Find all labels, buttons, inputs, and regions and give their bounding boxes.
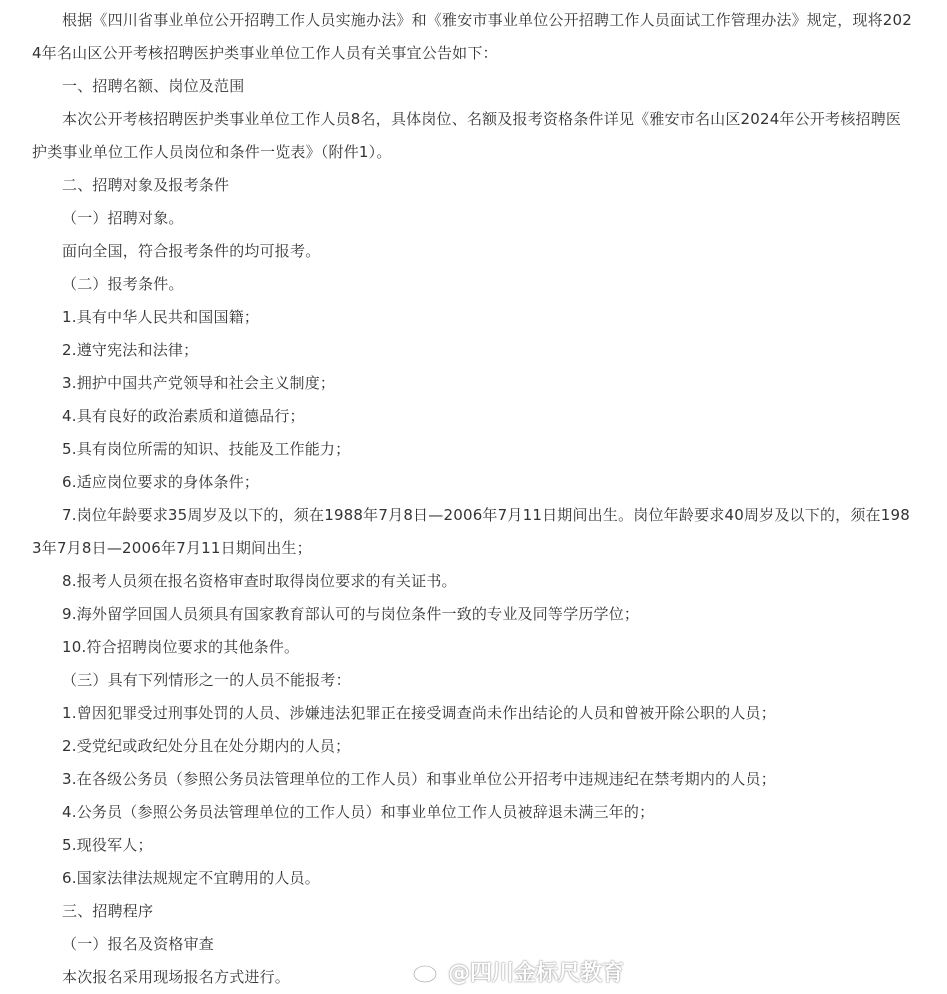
condition-item-7: 7.岗位年龄要求35周岁及以下的，须在1988年7月8日—2006年7月11日期间出生。岗位年龄要求40周岁及以下的，须在1983年7月8日—2006年7月11日期间出生； (32, 506, 910, 557)
section-heading-3: 三、招聘程序 (62, 902, 154, 920)
condition-item-3: 3.拥护中国共产党领导和社会主义制度； (62, 374, 336, 392)
exclusion-item-2: 2.受党纪或政纪处分且在处分期内的人员； (62, 737, 351, 755)
section-heading-1: 一、招聘名额、岗位及范围 (62, 77, 245, 95)
exclusion-item-1: 1.曾因犯罪受过刑事处罚的人员、涉嫌违法犯罪正在接受调查尚未作出结论的人员和曾被开除公职的人员； (62, 704, 776, 722)
paragraph-registration: 本次报名采用现场报名方式进行。 (62, 968, 291, 986)
condition-item-10: 10.符合招聘岗位要求的其他条件。 (62, 638, 300, 656)
section-heading-2: 二、招聘对象及报考条件 (62, 176, 230, 194)
exclusion-item-3: 3.在各级公务员（参照公务员法管理单位的工作人员）和事业单位公开招考中违规违纪在禁考期内的人员； (62, 770, 776, 788)
condition-item-4: 4.具有良好的政治素质和道德品行； (62, 407, 305, 425)
condition-item-1: 1.具有中华人民共和国国籍； (62, 308, 260, 326)
exclusion-item-4: 4.公务员（参照公务员法管理单位的工作人员）和事业单位工作人员被辞退未满三年的； (62, 803, 655, 821)
paragraph-intro: 根据《四川省事业单位公开招聘工作人员实施办法》和《雅安市事业单位公开招聘工作人员面试工作管理办法》规定，现将2024年名山区公开考核招聘医护类事业单位工作人员有关事宜公告如下： (32, 11, 913, 62)
paragraph-target: 面向全国，符合报考条件的均可报考。 (62, 242, 321, 260)
subheading-exclusions: （三）具有下列情形之一的人员不能报考： (62, 671, 351, 689)
subheading-registration: （一）报名及资格审查 (62, 935, 215, 953)
paragraph-quota: 本次公开考核招聘医护类事业单位工作人员8名，具体岗位、名额及报考资格条件详见《雅安市名山区2024年公开考核招聘医护类事业单位工作人员岗位和条件一览表》（附件1）。 (32, 110, 902, 161)
condition-item-5: 5.具有岗位所需的知识、技能及工作能力； (62, 440, 351, 458)
condition-item-8: 8.报考人员须在报名资格审查时取得岗位要求的有关证书。 (62, 572, 457, 590)
watermark-text: @四川金标尺教育 (448, 960, 625, 986)
condition-item-2: 2.遵守宪法和法律； (62, 341, 199, 359)
condition-item-6: 6.适应岗位要求的身体条件； (62, 473, 260, 491)
condition-item-9: 9.海外留学回国人员须具有国家教育部认可的与岗位条件一致的专业及同等学历学位； (62, 605, 640, 623)
exclusion-item-5: 5.现役军人； (62, 836, 153, 854)
exclusion-item-6: 6.国家法律法规规定不宜聘用的人员。 (62, 869, 320, 887)
subheading-target: （一）招聘对象。 (62, 209, 184, 227)
subheading-conditions: （二）报考条件。 (62, 275, 184, 293)
